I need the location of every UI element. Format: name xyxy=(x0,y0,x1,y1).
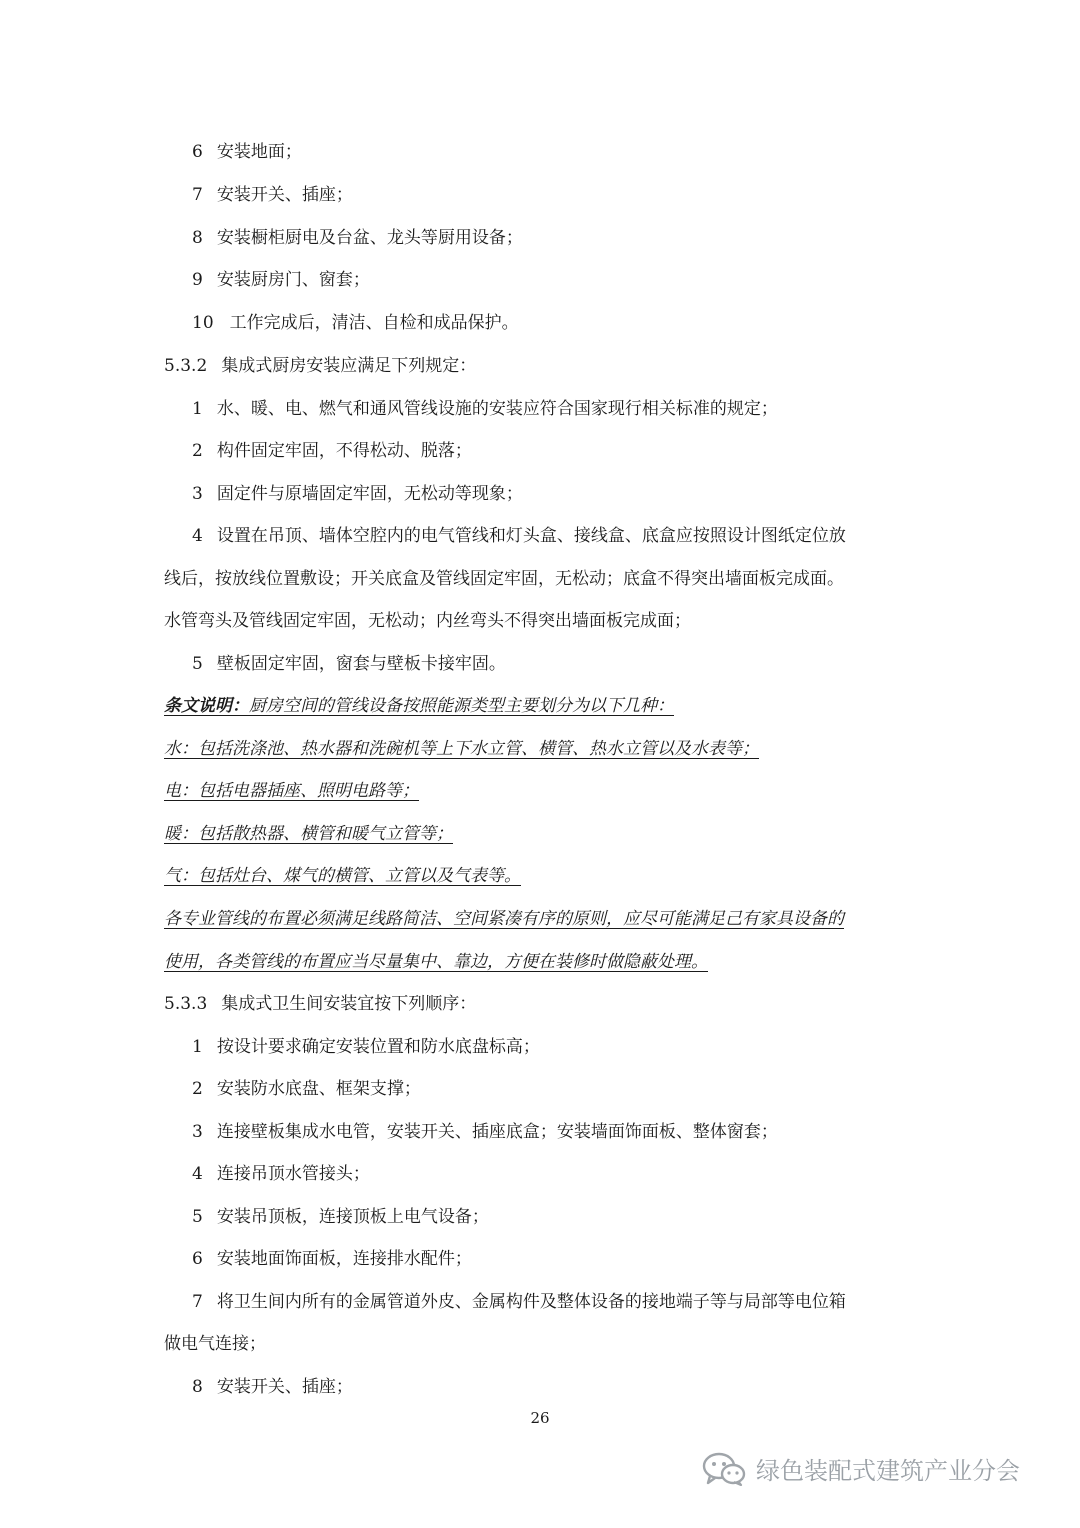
list-item xyxy=(192,140,302,164)
item-text: 按设计要求确定安装位置和防水底盘标高； xyxy=(216,1037,540,1057)
list-item-continuation xyxy=(164,567,844,591)
clause-text: 集成式卫生间安装宜按下列顺序： xyxy=(221,994,477,1014)
note-line xyxy=(164,864,521,888)
item-number: 8 xyxy=(192,228,203,248)
item-text: 连接吊顶水管接头； xyxy=(216,1164,370,1184)
note-text: 暖：包括散热器、横管和暖气立管等； xyxy=(164,824,453,844)
watermark xyxy=(702,1451,1020,1486)
item-text: 安装吊顶板，连接顶板上电气设备； xyxy=(216,1207,489,1227)
item-number: 4 xyxy=(192,1164,203,1184)
note-text: 气：包括灶台、煤气的横管、立管以及气表等。 xyxy=(164,866,521,886)
list-item xyxy=(192,652,506,676)
item-number: 1 xyxy=(192,399,203,419)
page-number: 26 xyxy=(530,1409,550,1427)
note-line xyxy=(164,779,419,803)
item-text: 将卫生间内所有的金属管道外皮、金属构件及整体设备的接地端子等与局部等电位箱 xyxy=(216,1292,846,1312)
item-number: 4 xyxy=(192,526,203,546)
item-number: 7 xyxy=(192,1292,203,1312)
note-line xyxy=(164,737,759,761)
list-item xyxy=(192,226,523,250)
item-number: 7 xyxy=(192,185,203,205)
item-number: 9 xyxy=(192,270,203,290)
list-item xyxy=(192,439,472,463)
list-item xyxy=(192,1375,353,1399)
list-item xyxy=(192,524,846,548)
item-text: 安装厨房门、窗套； xyxy=(216,270,370,290)
item-number: 5 xyxy=(192,1207,203,1227)
clause-heading xyxy=(164,354,476,378)
list-item xyxy=(192,311,519,335)
item-text: 水管弯头及管线固定牢固，无松动；内丝弯头不得突出墙面板完成面； xyxy=(164,611,691,631)
list-item xyxy=(192,397,778,421)
clause-heading xyxy=(164,992,476,1016)
item-number: 2 xyxy=(192,1079,203,1099)
list-item xyxy=(192,1247,472,1271)
note-intro-text: 厨房空间的管线设备按照能源类型主要划分为以下几种： xyxy=(249,696,674,716)
note-text: 电：包括电器插座、照明电路等； xyxy=(164,781,419,801)
list-item xyxy=(192,1205,489,1229)
note-line xyxy=(164,822,453,846)
clause-number: 5.3.2 xyxy=(164,356,208,376)
item-text: 连接壁板集成水电管，安装开关、插座底盒；安装墙面饰面板、整体窗套； xyxy=(216,1122,778,1142)
note-line xyxy=(164,950,708,974)
list-item xyxy=(192,1162,370,1186)
wechat-icon xyxy=(702,1452,746,1486)
list-item xyxy=(192,1077,421,1101)
item-text: 安装地面； xyxy=(216,142,302,162)
item-text: 线后，按放线位置敷设；开关底盒及管线固定牢固，无松动；底盒不得突出墙面板完成面。 xyxy=(164,569,844,589)
item-text: 设置在吊顶、墙体空腔内的电气管线和灯头盒、接线盒、底盒应按照设计图纸定位放 xyxy=(216,526,846,546)
item-number: 8 xyxy=(192,1377,203,1397)
clause-text: 集成式厨房安装应满足下列规定： xyxy=(221,356,477,376)
item-text: 安装地面饰面板，连接排水配件； xyxy=(216,1249,472,1269)
item-number: 6 xyxy=(192,1249,203,1269)
list-item-continuation xyxy=(164,609,691,633)
item-text: 工作完成后，清洁、自检和成品保护。 xyxy=(229,313,519,333)
list-item xyxy=(192,482,523,506)
item-text: 安装开关、插座； xyxy=(216,185,353,205)
list-item xyxy=(192,268,370,292)
item-text: 安装防水底盘、框架支撑； xyxy=(216,1079,421,1099)
note-text: 水：包括洗涤池、热水器和洗碗机等上下水立管、横管、热水立管以及水表等； xyxy=(164,739,759,759)
list-item xyxy=(192,183,353,207)
item-number: 5 xyxy=(192,654,203,674)
list-item xyxy=(192,1290,846,1314)
item-text: 水、暖、电、燃气和通风管线设施的安装应符合国家现行相关标准的规定； xyxy=(216,399,778,419)
note-lead: 条文说明： xyxy=(164,696,249,716)
note-intro xyxy=(164,694,674,718)
clause-number: 5.3.3 xyxy=(164,994,208,1014)
item-text: 构件固定牢固，不得松动、脱落； xyxy=(216,441,472,461)
item-text: 固定件与原墙固定牢固，无松动等现象； xyxy=(216,484,523,504)
item-number: 1 xyxy=(192,1037,203,1057)
item-number: 3 xyxy=(192,1122,203,1142)
watermark-text: 绿色装配式建筑产业分会 xyxy=(756,1457,1020,1485)
item-text: 安装开关、插座； xyxy=(216,1377,353,1397)
list-item-continuation xyxy=(164,1332,266,1356)
item-number: 6 xyxy=(192,142,203,162)
item-number: 2 xyxy=(192,441,203,461)
list-item xyxy=(192,1120,778,1144)
list-item xyxy=(192,1035,540,1059)
item-number: 10 xyxy=(192,313,214,333)
note-text: 各专业管线的布置必须满足线路简洁、空间紧凑有序的原则，应尽可能满足己有家具设备的 xyxy=(164,909,844,929)
item-text: 安装橱柜厨电及台盆、龙头等厨用设备； xyxy=(216,228,523,248)
note-line xyxy=(164,907,844,931)
item-text: 做电气连接； xyxy=(164,1334,266,1354)
note-text: 使用，各类管线的布置应当尽量集中、靠边，方便在装修时做隐蔽处理。 xyxy=(164,952,708,972)
item-text: 壁板固定牢固，窗套与壁板卡接牢固。 xyxy=(216,654,506,674)
item-number: 3 xyxy=(192,484,203,504)
